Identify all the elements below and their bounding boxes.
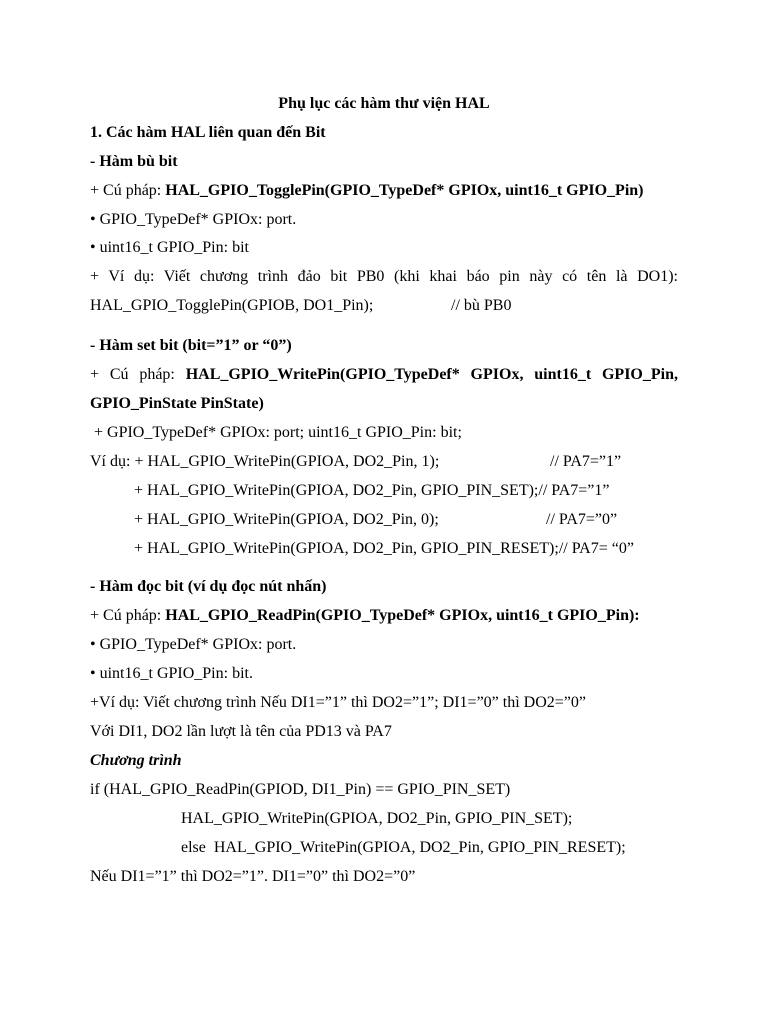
toggle-syntax bbox=[90, 181, 644, 203]
example-code: + HAL_GPIO_WritePin(GPIOA, DO2_Pin, GPIO_PIN_RESET);// PA7= “0” bbox=[134, 540, 634, 557]
read-param-port: • GPIO_TypeDef* GPIOx: port. bbox=[90, 636, 297, 653]
code-else-line: else HAL_GPIO_WritePin(GPIOA, DO2_Pin, GPIO_PIN_RESET); bbox=[181, 839, 626, 856]
set-example-1 bbox=[90, 452, 622, 474]
syntax-prefix: + Cú pháp: bbox=[90, 182, 166, 199]
set-example-4 bbox=[134, 539, 634, 561]
example-comment: // PA7=”0” bbox=[546, 511, 618, 528]
set-heading: - Hàm set bit (bit=”1” or “0”) bbox=[90, 337, 292, 354]
example-comment: // bù PB0 bbox=[451, 297, 512, 314]
program-label: Chương trình bbox=[90, 752, 182, 769]
syntax-code: HAL_GPIO_ReadPin(GPIO_TypeDef* GPIOx, uint16_t GPIO_Pin): bbox=[165, 607, 640, 624]
read-heading: - Hàm đọc bit (ví dụ đọc nút nhấn) bbox=[90, 578, 327, 595]
read-summary: Nếu DI1=”1” thì DO2=”1”. DI1=”0” thì DO2=”0” bbox=[90, 868, 416, 885]
syntax-code: HAL_GPIO_WritePin(GPIO_TypeDef* GPIOx, uint16_t GPIO_Pin, bbox=[185, 366, 678, 383]
read-param-pin: • uint16_t GPIO_Pin: bit. bbox=[90, 665, 253, 682]
example-code: + HAL_GPIO_WritePin(GPIOA, DO2_Pin, 1); bbox=[134, 453, 440, 470]
set-syntax-line2: GPIO_PinState PinState) bbox=[90, 395, 264, 412]
example-comment: // PA7=”1” bbox=[550, 453, 622, 470]
page-title: Phụ lục các hàm thư viện HAL bbox=[278, 95, 490, 112]
toggle-example: + Ví dụ: Viết chương trình đảo bit PB0 (khi khai báo pin này có tên là DO1): bbox=[90, 268, 678, 285]
toggle-example-code bbox=[90, 296, 512, 318]
toggle-heading: - Hàm bù bit bbox=[90, 153, 178, 170]
example-code: + HAL_GPIO_WritePin(GPIOA, DO2_Pin, 0); bbox=[134, 511, 439, 528]
toggle-param-pin: • uint16_t GPIO_Pin: bit bbox=[90, 239, 249, 256]
read-syntax bbox=[90, 606, 640, 628]
section-heading: 1. Các hàm HAL liên quan đến Bit bbox=[90, 124, 326, 141]
syntax-prefix: + Cú pháp: bbox=[90, 366, 186, 383]
read-note: Với DI1, DO2 lần lượt là tên của PD13 và PA7 bbox=[90, 723, 392, 740]
syntax-code: HAL_GPIO_TogglePin(GPIO_TypeDef* GPIOx, uint16_t GPIO_Pin) bbox=[165, 182, 644, 199]
example-label: Ví dụ: bbox=[90, 453, 135, 470]
set-syntax-line1 bbox=[90, 365, 678, 387]
example-code: HAL_GPIO_TogglePin(GPIOB, DO1_Pin); bbox=[90, 297, 374, 314]
set-example-2 bbox=[134, 481, 609, 503]
code-then-line: HAL_GPIO_WritePin(GPIOA, DO2_Pin, GPIO_PIN_SET); bbox=[181, 810, 573, 827]
set-params: + GPIO_TypeDef* GPIOx: port; uint16_t GPIO_Pin: bit; bbox=[90, 424, 462, 441]
syntax-prefix: + Cú pháp: bbox=[90, 607, 166, 624]
code-if-line: if (HAL_GPIO_ReadPin(GPIOD, DI1_Pin) == GPIO_PIN_SET) bbox=[90, 781, 511, 798]
toggle-param-port: • GPIO_TypeDef* GPIOx: port. bbox=[90, 211, 297, 228]
read-example: +Ví dụ: Viết chương trình Nếu DI1=”1” thì DO2=”1”; DI1=”0” thì DO2=”0” bbox=[90, 694, 586, 711]
example-code: + HAL_GPIO_WritePin(GPIOA, DO2_Pin, GPIO_PIN_SET);// PA7=”1” bbox=[134, 482, 610, 499]
set-example-3 bbox=[134, 510, 618, 532]
